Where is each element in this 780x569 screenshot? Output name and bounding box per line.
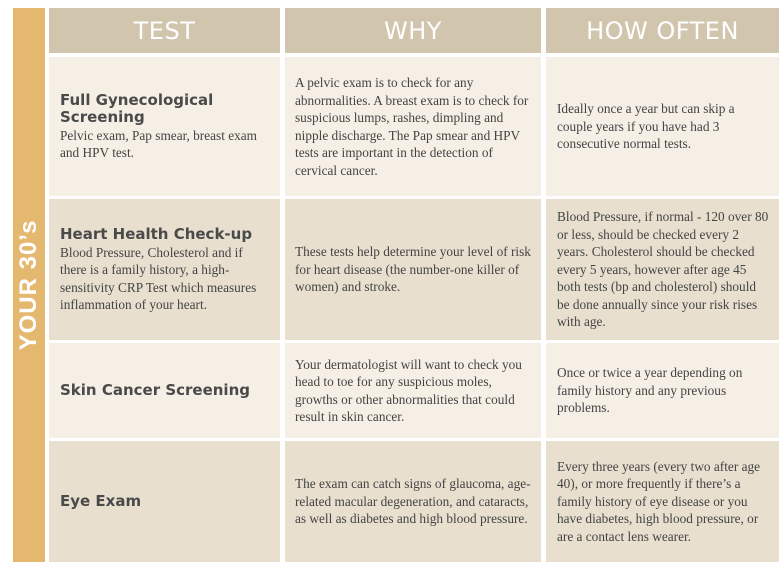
row-1-test-desc: Pelvic exam, Pap smear, breast exam and HPV test. — [60, 127, 258, 160]
row-3-why-text: Your dermatologist will want to check you head to toe for any suspicious moles, growths or other abnormalities that could result in skin cancer. — [295, 356, 522, 424]
row-4-why-cell — [285, 441, 541, 562]
row-2-how-often-cell — [546, 199, 779, 340]
row-2-how-often-text: Blood Pressure, if normal - 120 over 80 or less, should be checked every 2 years. Cholesterol should be checked every 5 years, however after age 45 both tests (bp and cholesterol) should be done annually since your risk rises with age. — [557, 209, 769, 330]
row-1-how-often-cell — [546, 57, 779, 196]
header-how-often: HOW OFTEN — [546, 8, 779, 53]
row-2-why-cell — [285, 199, 541, 340]
row-4-how-often-cell — [546, 441, 779, 562]
row-1-test-cell — [49, 57, 280, 196]
row-1-how-often-text: Ideally once a year but can skip a couple years if you have had 3 consecutive normal tests. — [557, 101, 735, 152]
row-3-test-title: Skin Cancer Screening — [60, 380, 250, 399]
row-3-how-often-text: Once or twice a year depending on family history and any previous problems. — [557, 365, 743, 416]
row-2-test-cell — [49, 199, 280, 340]
row-1-test-title: Full Gynecological Screening — [60, 90, 214, 126]
row-2-why-text: These tests help determine your level of risk for heart disease (the number-one killer of women) and stroke. — [295, 244, 531, 295]
row-2-test-title: Heart Health Check-up — [60, 224, 253, 243]
row-4-test-cell — [49, 441, 280, 562]
row-3-test-cell — [49, 343, 280, 438]
row-1-why-cell — [285, 57, 541, 196]
row-4-how-often-text: Every three years (every two after age 40), or more frequently if there’s a family history of eye disease or you have diabetes, high blood pressure, or are a contact lens wearer. — [557, 458, 761, 544]
row-2-test-desc: Blood Pressure, Cholesterol and if there is a family history, a high-sensitivity CRP Test which measures inflammation of your heart. — [60, 244, 257, 312]
header-test: TEST — [49, 8, 280, 53]
row-4-why-text: The exam can catch signs of glaucoma, age-related macular degeneration, and cataracts, as well as diabetes and high blood pressure. — [295, 476, 531, 527]
header-why: WHY — [285, 8, 541, 53]
row-3-how-often-cell — [546, 343, 779, 438]
row-4-test-title: Eye Exam — [60, 491, 142, 510]
row-1-why-text: A pelvic exam is to check for any abnormalities. A breast exam is to check for suspicious lumps, rashes, dimpling and nipple discharge. The Pap smear and HPV tests are important in the detection of cervical cancer. — [295, 75, 529, 178]
age-group-label: YOUR 30’s — [15, 219, 42, 351]
row-3-why-cell — [285, 343, 541, 438]
age-group-banner — [13, 8, 45, 562]
